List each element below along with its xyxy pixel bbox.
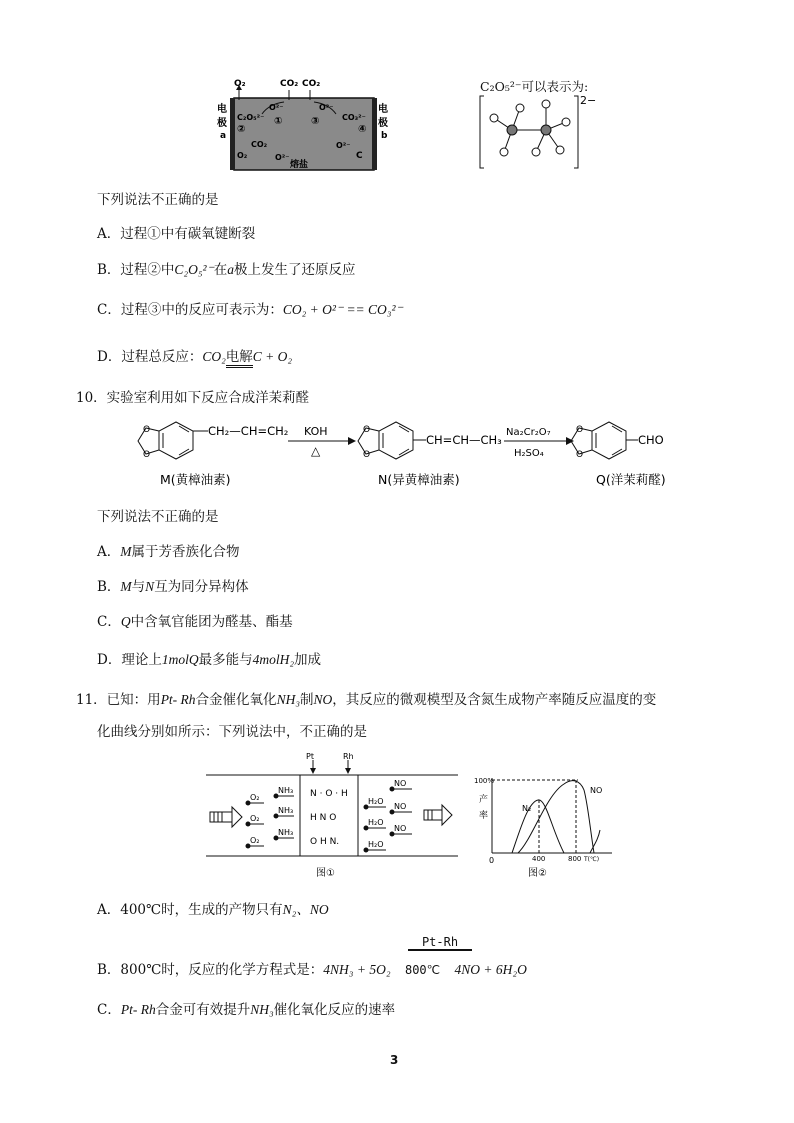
svg-text:O: O: [363, 450, 371, 460]
electrode-a-char2: 极: [217, 118, 227, 129]
q11-line-1: [76, 688, 656, 708]
step-2: ②: [237, 124, 246, 135]
svg-text:O: O: [576, 425, 584, 435]
q10-a-var: M: [120, 544, 132, 559]
c2o5-label: C₂O₅²⁻: [237, 113, 265, 122]
figure-1-caption: 图①: [316, 868, 335, 879]
q9-b-electrode: a: [227, 262, 234, 277]
q9-c-formula: CO₂ + O²⁻ == CO₃²⁻: [282, 302, 403, 317]
q9-option-d: [97, 345, 292, 365]
x-800: 800: [568, 855, 582, 863]
q9-b-formula: C₂O₅²⁻: [174, 262, 214, 277]
n2-series-label: N₂: [522, 804, 532, 813]
q9-d-pre: D．过程总反应：: [97, 349, 203, 365]
q10-b-var1: M: [120, 579, 132, 594]
q10-option-c: [97, 610, 293, 630]
q9-c-pre: C．过程③中的反应可表示为：: [97, 302, 283, 318]
q11-a-pre: A．400℃时，生成的产物只有: [97, 902, 283, 918]
origin: 0: [489, 856, 495, 865]
q9-option-a: A．过程①中有碳氧键断裂: [97, 226, 256, 242]
h2o-out-2: H₂O: [368, 818, 384, 827]
atoms-row-1: N · O · H: [310, 789, 348, 799]
q9-d-co2: CO₂: [202, 349, 226, 364]
svg-text:O: O: [143, 450, 151, 460]
q11-l1-cat: Pt- Rh: [160, 692, 196, 707]
electrode-a-char3: a: [220, 131, 227, 141]
q11-b-temp: 800℃: [404, 963, 441, 977]
q11-a-formula: N₂、NO: [282, 902, 329, 917]
q10-c-var: Q: [120, 614, 131, 629]
nh3-in-1: NH₃: [278, 786, 294, 795]
q11-option-b: [97, 958, 527, 978]
o2-minus-3: O²⁻: [275, 153, 290, 162]
q10-stem: 下列说法不正确的是: [97, 509, 219, 525]
q10-option-d: [97, 648, 321, 668]
no-series-label: NO: [590, 786, 603, 795]
q10-d-mid: 最多能与: [198, 652, 253, 668]
q11-l1-mid1: 合金催化氧化: [195, 692, 277, 708]
no-out-3: NO: [394, 824, 407, 833]
co3-label: CO₃²⁻: [342, 113, 366, 122]
q11-c-post: 催化氧化反应的速率: [273, 1002, 396, 1018]
q9-option-b: [97, 258, 356, 278]
q-label: Q(洋茉莉醛): [596, 472, 666, 487]
electrode-b-char1: 电: [378, 104, 388, 115]
molten-salt-label: 熔盐: [290, 160, 309, 170]
q11-c-pre: C．: [97, 1002, 121, 1018]
carbon-label: C: [356, 151, 363, 161]
q10-d-var1: 1molQ: [161, 652, 199, 667]
q9-b-post: 极上发生了还原反应: [234, 262, 356, 278]
page-number: 3: [390, 1053, 399, 1067]
structure-caption: C₂O₅²⁻可以表示为:: [480, 79, 589, 94]
q11-figure-1: [206, 752, 458, 880]
m-label: M(黄樟油素): [160, 472, 231, 487]
y-label-1: 产: [479, 795, 489, 805]
electrode-b-char3: b: [381, 131, 388, 141]
m-chain: CH₂—CH=CH₂: [208, 424, 289, 438]
q11-l1-pre: 11．已知：用: [76, 692, 161, 708]
h2o-out-1: H₂O: [368, 797, 384, 806]
q-chain: CHO: [638, 433, 664, 447]
q10-option-a: [97, 540, 240, 560]
svg-text:O: O: [576, 450, 584, 460]
q10-option-b: [97, 575, 249, 595]
q10-b-post: 互为同分异构体: [154, 579, 249, 595]
o2-in-3: O₂: [250, 836, 260, 845]
x-unit: T(℃): [584, 856, 600, 863]
oxidant-1: Na₂Cr₂O₇: [506, 427, 551, 438]
q11-l1-no: NO: [313, 692, 333, 707]
o2-in-1: O₂: [250, 793, 260, 802]
q10-c-post: 中含氧官能团为醛基、酯基: [130, 614, 293, 630]
pt-label: Pt: [306, 752, 314, 761]
x-400: 400: [532, 855, 546, 863]
q10-c-pre: C．: [97, 614, 121, 630]
rh-label: Rh: [343, 752, 354, 761]
q11-b-cat: Pt-Rh: [421, 935, 459, 949]
co2-inner: CO₂: [251, 140, 268, 149]
nh3-in-3: NH₃: [278, 828, 294, 837]
o2-top: O₂: [234, 79, 246, 89]
o2-minus-2: O²⁻: [319, 103, 334, 112]
figure-2-caption: 图②: [528, 868, 547, 879]
h2o-out-3: H₂O: [368, 840, 384, 849]
q10-reaction-scheme: [126, 414, 686, 494]
o2-minus-1: O²⁻: [269, 103, 284, 112]
q10-a-post: 属于芳香族化合物: [131, 544, 240, 560]
q11-b-pre: B．800℃时，反应的化学方程式是：: [97, 962, 324, 978]
q11-option-a: [97, 898, 329, 918]
c2o5-structure-figure: [476, 92, 596, 172]
q11-b-right: 4NO + 6H₂O: [454, 962, 527, 977]
step-4: ④: [358, 124, 367, 135]
q11-figure-2: [472, 770, 622, 882]
q11-l1-nh3: NH₃: [276, 692, 301, 707]
q9-d-condition: 电解: [226, 349, 253, 368]
q10-d-pre: D．理论上: [97, 652, 162, 668]
atoms-row-2: H N O: [310, 813, 337, 823]
electrolysis-cell-figure: [214, 74, 392, 174]
svg-text:O: O: [143, 425, 151, 435]
q10-b-pre: B．: [97, 579, 121, 595]
q9-stem: 下列说法不正确的是: [97, 192, 219, 208]
q11-c-nh3: NH₃: [250, 1002, 274, 1017]
q10-d-var2: 4molH₂: [252, 652, 295, 667]
q11-line-2: 化曲线分别如所示：下列说法中，不正确的是: [97, 724, 367, 740]
co2-top-2: CO₂: [302, 79, 321, 89]
q9-option-c: [97, 298, 403, 318]
y-label-2: 率: [479, 811, 489, 821]
q11-option-b-catalyst: [408, 935, 472, 951]
q9-d-post: C + O₂: [252, 349, 293, 364]
nh3-in-2: NH₃: [278, 806, 294, 815]
q9-b-pre: B．过程②中: [97, 262, 175, 278]
q10-b-mid: 与: [131, 579, 146, 595]
n-chain: CH=CH—CH₃: [426, 433, 502, 447]
electrode-b-char2: 极: [378, 118, 388, 129]
y-100: 100%: [474, 777, 495, 785]
oxidant-2: H₂SO₄: [514, 448, 544, 459]
o2-bottom: O₂: [237, 151, 248, 160]
o2-in-2: O₂: [250, 814, 260, 823]
electrode-a-char1: 电: [217, 104, 227, 115]
delta-label: △: [311, 444, 321, 458]
q10-b-var2: N: [145, 579, 155, 594]
q9-b-mid: 在: [213, 262, 228, 278]
q10-d-post: 加成: [294, 652, 322, 668]
step-3: ③: [311, 116, 320, 127]
structure-charge: 2−: [580, 94, 596, 107]
q11-b-left: 4NH₃ + 5O₂: [323, 962, 391, 977]
svg-text:O: O: [363, 425, 371, 435]
q11-l1-mid2: 制: [300, 692, 314, 708]
no-out-1: NO: [394, 779, 407, 788]
co2-top-1: CO₂: [280, 79, 299, 89]
q10-title: 10．实验室利用如下反应合成洋茉莉醛: [76, 390, 310, 406]
q10-a-pre: A．: [97, 544, 121, 560]
no-out-2: NO: [394, 802, 407, 811]
q11-c-mid: 合金可有效提升: [155, 1002, 251, 1018]
atoms-row-3: O H N.: [310, 837, 340, 847]
q11-c-cat: Pt- Rh: [120, 1002, 156, 1017]
step-1: ①: [274, 116, 283, 127]
koh-label: KOH: [304, 425, 328, 438]
q11-l1-post: ，其反应的微观模型及含氮生成物产率随反应温度的变: [332, 692, 657, 708]
o2-minus-4: O²⁻: [336, 141, 351, 150]
n-label: N(异黄樟油素): [378, 472, 460, 487]
q11-option-c: [97, 998, 395, 1018]
